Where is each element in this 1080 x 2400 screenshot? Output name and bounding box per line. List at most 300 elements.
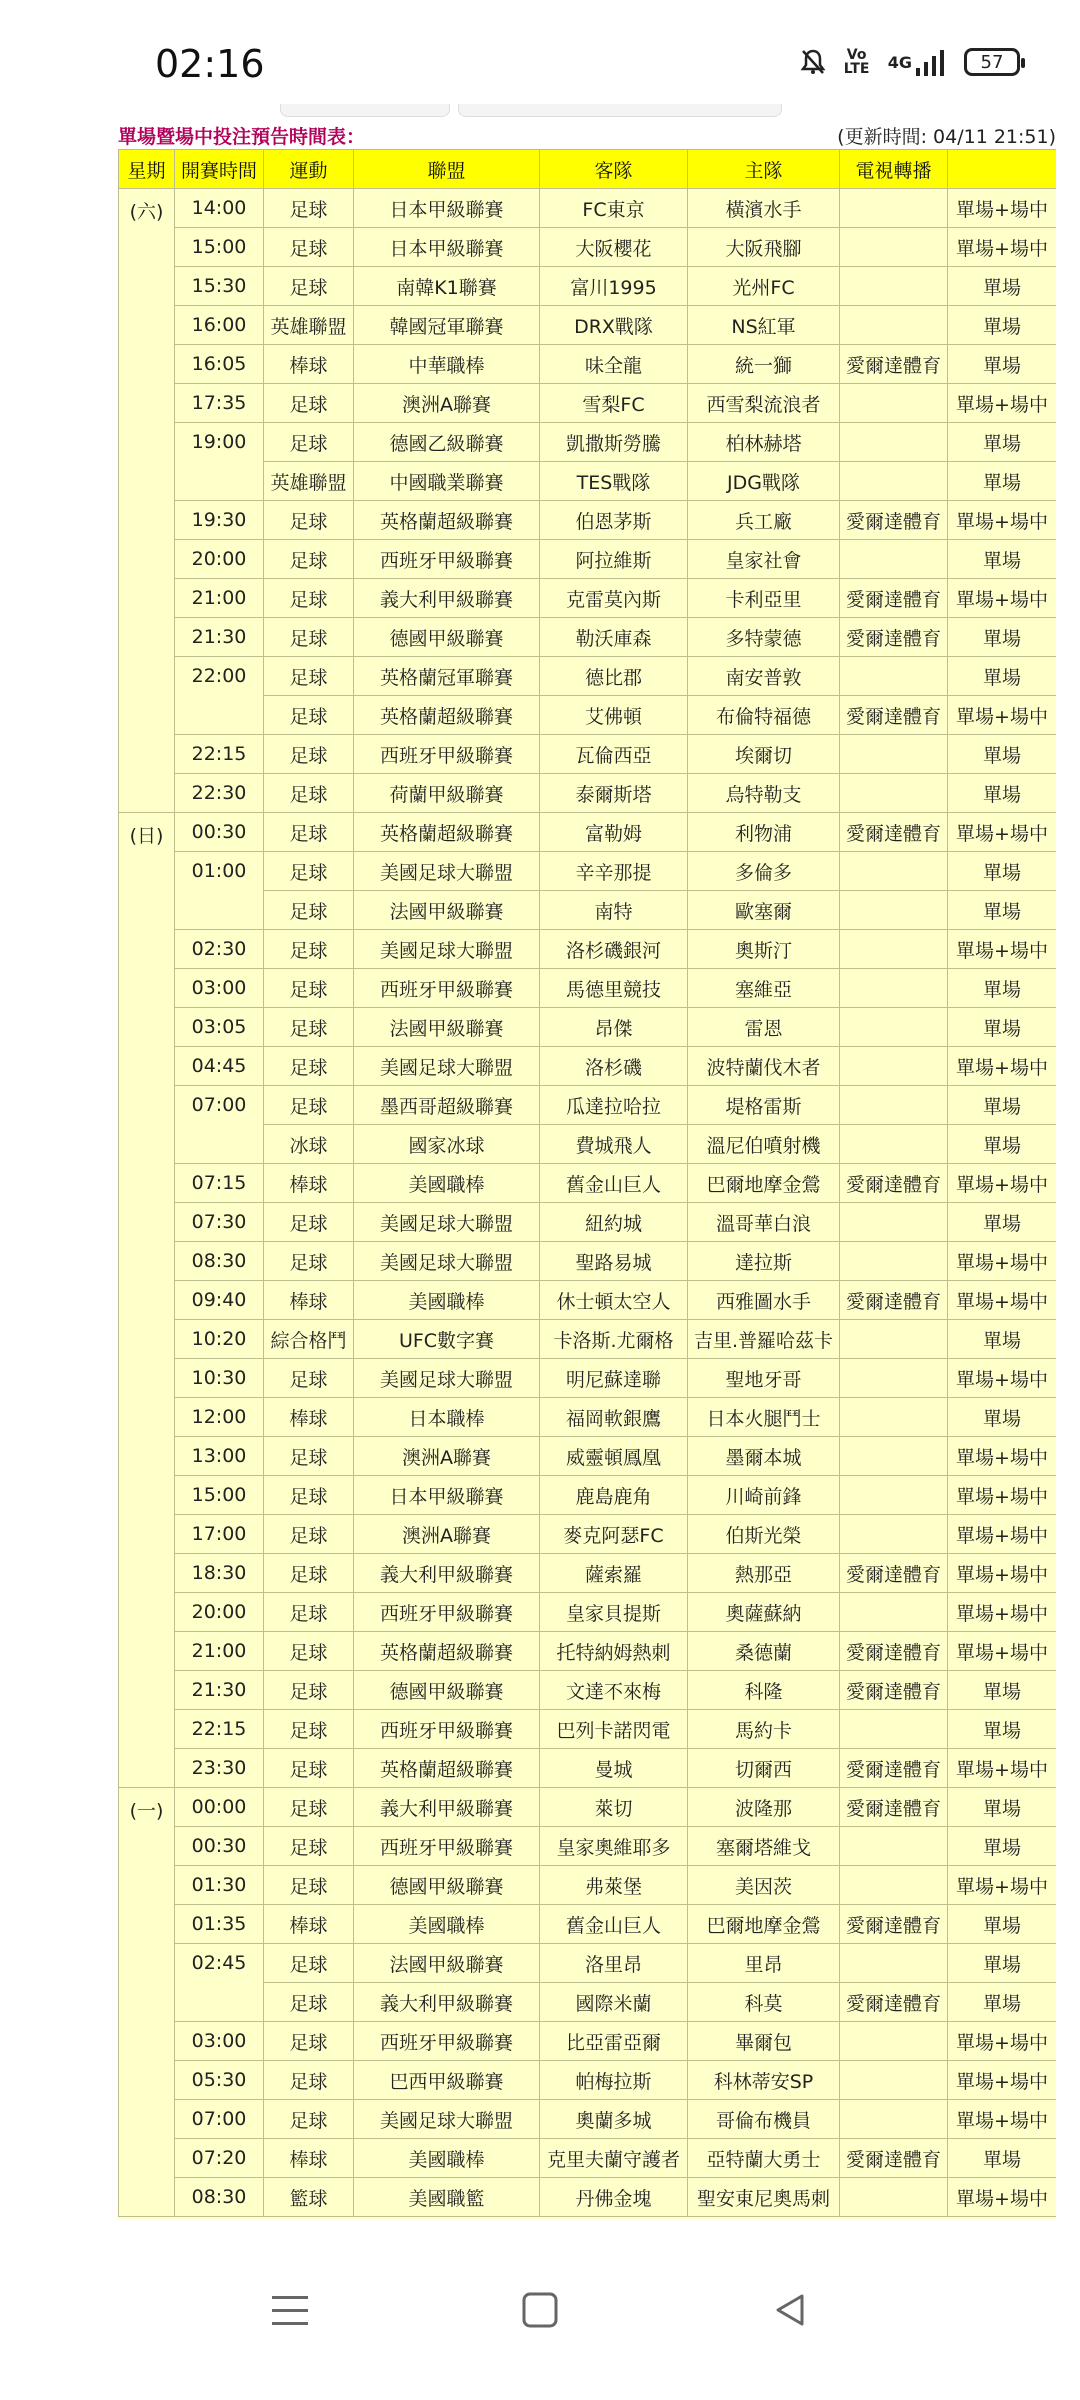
- schedule-body: [119, 189, 1057, 2217]
- tv-cell: [840, 1866, 948, 1905]
- header-home: 主隊: [688, 150, 840, 189]
- table-row: [119, 1320, 1057, 1359]
- bet-type-cell: 單場+場中: [948, 228, 1057, 267]
- tv-cell: 愛爾達體育: [840, 1281, 948, 1320]
- bet-type-cell: 單場: [948, 540, 1057, 579]
- tv-cell: [840, 423, 948, 462]
- bet-type-cell: 單場: [948, 306, 1057, 345]
- away-cell: 萊切: [540, 1788, 688, 1827]
- league-cell: 西班牙甲級聯賽: [354, 1593, 540, 1632]
- page-title: 單場暨場中投注預告時間表：: [118, 126, 366, 148]
- sport-cell: 棒球: [264, 1281, 354, 1320]
- table-row: [119, 1710, 1057, 1749]
- home-cell: 奧薩蘇納: [688, 1593, 840, 1632]
- sport-cell: 棒球: [264, 345, 354, 384]
- bet-type-cell: 單場: [948, 2139, 1057, 2178]
- league-cell: 義大利甲級聯賽: [354, 1983, 540, 2022]
- bet-type-cell: 單場+場中: [948, 1242, 1057, 1281]
- bet-type-cell: 單場+場中: [948, 384, 1057, 423]
- table-row: [119, 852, 1057, 891]
- away-cell: 艾佛頓: [540, 696, 688, 735]
- tv-cell: [840, 1593, 948, 1632]
- away-cell: 富勒姆: [540, 813, 688, 852]
- header-time: 開賽時間: [175, 150, 264, 189]
- header-bet-type: [948, 150, 1057, 189]
- home-cell: 塞爾塔維戈: [688, 1827, 840, 1866]
- tv-cell: [840, 774, 948, 813]
- bet-type-cell: 單場+場中: [948, 1437, 1057, 1476]
- tv-cell: [840, 189, 948, 228]
- league-cell: 美國足球大聯盟: [354, 1047, 540, 1086]
- away-cell: 味全龍: [540, 345, 688, 384]
- league-cell: 中國職業聯賽: [354, 462, 540, 501]
- home-cell: 墨爾本城: [688, 1437, 840, 1476]
- away-cell: 托特納姆熱刺: [540, 1632, 688, 1671]
- time-cell: 23:30: [175, 1749, 264, 1788]
- home-cell: 畢爾包: [688, 2022, 840, 2061]
- league-cell: 美國職棒: [354, 1164, 540, 1203]
- bet-type-cell: 單場+場中: [948, 2100, 1057, 2139]
- status-bar: [0, 0, 1080, 120]
- bet-type-cell: 單場+場中: [948, 2061, 1057, 2100]
- bet-type-cell: 單場: [948, 1125, 1057, 1164]
- table-row: [119, 540, 1057, 579]
- league-cell: 義大利甲級聯賽: [354, 579, 540, 618]
- table-row: [119, 423, 1057, 462]
- away-cell: 舊金山巨人: [540, 1164, 688, 1203]
- table-row: [119, 1866, 1057, 1905]
- bet-type-cell: 單場: [948, 267, 1057, 306]
- time-cell: 15:00: [175, 228, 264, 267]
- sport-cell: 足球: [264, 930, 354, 969]
- away-cell: FC東京: [540, 189, 688, 228]
- away-cell: 國際米蘭: [540, 1983, 688, 2022]
- bet-type-cell: 單場+場中: [948, 1281, 1057, 1320]
- home-cell: 科莫: [688, 1983, 840, 2022]
- home-cell: 科隆: [688, 1671, 840, 1710]
- league-cell: 英格蘭冠軍聯賽: [354, 657, 540, 696]
- home-cell: 柏林赫塔: [688, 423, 840, 462]
- away-cell: 麥克阿瑟FC: [540, 1515, 688, 1554]
- league-cell: 德國甲級聯賽: [354, 1671, 540, 1710]
- bet-type-cell: 單場: [948, 852, 1057, 891]
- home-cell: JDG戰隊: [688, 462, 840, 501]
- time-cell: 03:00: [175, 2022, 264, 2061]
- league-cell: 美國足球大聯盟: [354, 930, 540, 969]
- tv-cell: 愛爾達體育: [840, 579, 948, 618]
- time-cell: 03:05: [175, 1008, 264, 1047]
- sport-cell: 足球: [264, 1437, 354, 1476]
- away-cell: 卡洛斯.尤爾格: [540, 1320, 688, 1359]
- home-cell: 美因茨: [688, 1866, 840, 1905]
- sport-cell: 足球: [264, 1788, 354, 1827]
- bet-type-cell: 單場+場中: [948, 1047, 1057, 1086]
- table-row: [119, 813, 1057, 852]
- schedule-table: [118, 149, 1056, 2217]
- away-cell: 弗萊堡: [540, 1866, 688, 1905]
- league-cell: 日本職棒: [354, 1398, 540, 1437]
- table-row: [119, 618, 1057, 657]
- table-row: [119, 1164, 1057, 1203]
- away-cell: 洛里昂: [540, 1944, 688, 1983]
- volte-icon: Vo LTE: [843, 47, 870, 77]
- tv-cell: [840, 1359, 948, 1398]
- home-cell: 卡利亞里: [688, 579, 840, 618]
- tv-cell: [840, 540, 948, 579]
- away-cell: 巴列卡諾閃電: [540, 1710, 688, 1749]
- home-cell: 熱那亞: [688, 1554, 840, 1593]
- bet-type-cell: 單場+場中: [948, 501, 1057, 540]
- away-cell: 克雷莫內斯: [540, 579, 688, 618]
- bet-type-cell: 單場+場中: [948, 1515, 1057, 1554]
- bet-type-cell: 單場: [948, 774, 1057, 813]
- away-cell: 紐約城: [540, 1203, 688, 1242]
- home-cell: NS紅軍: [688, 306, 840, 345]
- league-cell: 國家冰球: [354, 1125, 540, 1164]
- tv-cell: [840, 1710, 948, 1749]
- tv-cell: 愛爾達體育: [840, 618, 948, 657]
- home-cell: 光州FC: [688, 267, 840, 306]
- time-cell: 02:45: [175, 1944, 264, 2022]
- tv-cell: [840, 2061, 948, 2100]
- league-cell: 英格蘭超級聯賽: [354, 813, 540, 852]
- away-cell: 奧蘭多城: [540, 2100, 688, 2139]
- time-cell: 07:15: [175, 1164, 264, 1203]
- league-cell: 法國甲級聯賽: [354, 1944, 540, 1983]
- time-cell: 22:00: [175, 657, 264, 735]
- bet-type-cell: 單場: [948, 969, 1057, 1008]
- table-row: [119, 2022, 1057, 2061]
- home-cell: 塞維亞: [688, 969, 840, 1008]
- table-row: [119, 774, 1057, 813]
- time-cell: 07:00: [175, 1086, 264, 1164]
- home-cell: 切爾西: [688, 1749, 840, 1788]
- away-cell: 雪梨FC: [540, 384, 688, 423]
- home-cell: 橫濱水手: [688, 189, 840, 228]
- league-cell: 西班牙甲級聯賽: [354, 735, 540, 774]
- table-row: [119, 1749, 1057, 1788]
- sport-cell: 足球: [264, 579, 354, 618]
- day-cell: (日): [119, 813, 175, 1788]
- away-cell: 南特: [540, 891, 688, 930]
- home-cell: 波隆那: [688, 1788, 840, 1827]
- bet-type-cell: 單場: [948, 735, 1057, 774]
- tv-cell: [840, 1047, 948, 1086]
- away-cell: 休士頓太空人: [540, 1281, 688, 1320]
- bet-type-cell: 單場: [948, 1086, 1057, 1125]
- sport-cell: 足球: [264, 696, 354, 735]
- bet-type-cell: 單場: [948, 1398, 1057, 1437]
- league-cell: 英格蘭超級聯賽: [354, 696, 540, 735]
- home-square-icon[interactable]: [500, 2270, 580, 2350]
- mute-bell-icon: [800, 48, 826, 76]
- home-cell: 烏特勒支: [688, 774, 840, 813]
- league-cell: 美國足球大聯盟: [354, 852, 540, 891]
- time-cell: 03:00: [175, 969, 264, 1008]
- home-cell: 哥倫布機員: [688, 2100, 840, 2139]
- away-cell: 泰爾斯塔: [540, 774, 688, 813]
- sport-cell: 足球: [264, 1632, 354, 1671]
- header-tv: 電視轉播: [840, 150, 948, 189]
- time-cell: 13:00: [175, 1437, 264, 1476]
- tv-cell: 愛爾達體育: [840, 1554, 948, 1593]
- time-cell: 00:00: [175, 1788, 264, 1827]
- league-cell: 美國足球大聯盟: [354, 1203, 540, 1242]
- table-row: [119, 189, 1057, 228]
- sport-cell: 綜合格鬥: [264, 1320, 354, 1359]
- time-cell: 09:40: [175, 1281, 264, 1320]
- tv-cell: [840, 1476, 948, 1515]
- away-cell: 馬德里競技: [540, 969, 688, 1008]
- time-cell: 22:30: [175, 774, 264, 813]
- update-time: (更新時間: 04/11 21:51): [837, 126, 1056, 148]
- tv-cell: 愛爾達體育: [840, 1905, 948, 1944]
- league-cell: 法國甲級聯賽: [354, 891, 540, 930]
- sport-cell: 足球: [264, 1515, 354, 1554]
- sport-cell: 足球: [264, 969, 354, 1008]
- away-cell: 克里夫蘭守護者: [540, 2139, 688, 2178]
- table-row: [119, 1398, 1057, 1437]
- bet-type-cell: 單場: [948, 1008, 1057, 1047]
- header-sport: 運動: [264, 150, 354, 189]
- league-cell: 美國足球大聯盟: [354, 1242, 540, 1281]
- table-row: [119, 1827, 1057, 1866]
- away-cell: 聖路易城: [540, 1242, 688, 1281]
- home-cell: 聖安東尼奧馬刺: [688, 2178, 840, 2217]
- league-cell: 澳洲A聯賽: [354, 384, 540, 423]
- header-league: 聯盟: [354, 150, 540, 189]
- home-cell: 雷恩: [688, 1008, 840, 1047]
- away-cell: 鹿島鹿角: [540, 1476, 688, 1515]
- sport-cell: 足球: [264, 1983, 354, 2022]
- home-cell: 奧斯汀: [688, 930, 840, 969]
- tv-cell: [840, 1008, 948, 1047]
- league-cell: 英格蘭超級聯賽: [354, 1749, 540, 1788]
- bet-type-cell: 單場: [948, 618, 1057, 657]
- time-cell: 17:00: [175, 1515, 264, 1554]
- sport-cell: 足球: [264, 1554, 354, 1593]
- tv-cell: [840, 1125, 948, 1164]
- time-cell: 16:05: [175, 345, 264, 384]
- away-cell: 洛杉磯銀河: [540, 930, 688, 969]
- tv-cell: [840, 735, 948, 774]
- table-header-row: [119, 150, 1057, 189]
- away-cell: 費城飛人: [540, 1125, 688, 1164]
- time-cell: 20:00: [175, 540, 264, 579]
- sport-cell: 足球: [264, 540, 354, 579]
- away-cell: 大阪櫻花: [540, 228, 688, 267]
- bet-type-cell: 單場: [948, 1983, 1057, 2022]
- tv-cell: 愛爾達體育: [840, 1632, 948, 1671]
- tv-cell: [840, 1515, 948, 1554]
- back-triangle-icon[interactable]: [750, 2270, 830, 2350]
- bet-type-cell: 單場+場中: [948, 930, 1057, 969]
- bet-type-cell: 單場: [948, 1788, 1057, 1827]
- bet-type-cell: 單場+場中: [948, 813, 1057, 852]
- tv-cell: 愛爾達體育: [840, 1983, 948, 2022]
- time-cell: 01:35: [175, 1905, 264, 1944]
- away-cell: DRX戰隊: [540, 306, 688, 345]
- tv-cell: [840, 1242, 948, 1281]
- home-cell: 利物浦: [688, 813, 840, 852]
- sport-cell: 籃球: [264, 2178, 354, 2217]
- home-cell: 統一獅: [688, 345, 840, 384]
- time-cell: 21:00: [175, 579, 264, 618]
- home-cell: 大阪飛腳: [688, 228, 840, 267]
- sport-cell: 足球: [264, 1593, 354, 1632]
- tv-cell: [840, 1203, 948, 1242]
- away-cell: 福岡軟銀鷹: [540, 1398, 688, 1437]
- sport-cell: 足球: [264, 189, 354, 228]
- table-row: [119, 345, 1057, 384]
- table-row: [119, 384, 1057, 423]
- home-cell: 歐塞爾: [688, 891, 840, 930]
- league-cell: 美國職棒: [354, 1281, 540, 1320]
- table-row: [119, 1476, 1057, 1515]
- bet-type-cell: 單場: [948, 1671, 1057, 1710]
- time-cell: 07:20: [175, 2139, 264, 2178]
- time-cell: 02:30: [175, 930, 264, 969]
- tv-cell: [840, 930, 948, 969]
- league-cell: 義大利甲級聯賽: [354, 1788, 540, 1827]
- league-cell: 日本甲級聯賽: [354, 189, 540, 228]
- away-cell: 阿拉維斯: [540, 540, 688, 579]
- sport-cell: 足球: [264, 1944, 354, 1983]
- away-cell: 伯恩茅斯: [540, 501, 688, 540]
- away-cell: 昂傑: [540, 1008, 688, 1047]
- time-cell: 15:30: [175, 267, 264, 306]
- league-cell: 德國甲級聯賽: [354, 618, 540, 657]
- home-cell: 巴爾地摩金鶯: [688, 1905, 840, 1944]
- table-row: [119, 1905, 1057, 1944]
- home-cell: 西雅圖水手: [688, 1281, 840, 1320]
- home-cell: 溫哥華白浪: [688, 1203, 840, 1242]
- table-row: [119, 1203, 1057, 1242]
- time-cell: 07:00: [175, 2100, 264, 2139]
- sport-cell: 足球: [264, 267, 354, 306]
- time-cell: 21:30: [175, 618, 264, 657]
- time-cell: 17:35: [175, 384, 264, 423]
- network-type-label: 4G: [887, 52, 912, 72]
- time-cell: 08:30: [175, 2178, 264, 2217]
- home-cell: 西雪梨流浪者: [688, 384, 840, 423]
- home-cell: 聖地牙哥: [688, 1359, 840, 1398]
- league-cell: 西班牙甲級聯賽: [354, 969, 540, 1008]
- away-cell: 帕梅拉斯: [540, 2061, 688, 2100]
- sport-cell: 足球: [264, 1047, 354, 1086]
- tv-cell: [840, 969, 948, 1008]
- league-cell: UFC數字賽: [354, 1320, 540, 1359]
- bet-type-cell: 單場+場中: [948, 1632, 1057, 1671]
- league-cell: 西班牙甲級聯賽: [354, 1827, 540, 1866]
- table-row: [119, 1593, 1057, 1632]
- table-row: [119, 1788, 1057, 1827]
- home-cell: 布倫特福德: [688, 696, 840, 735]
- table-row: [119, 735, 1057, 774]
- home-cell: 皇家社會: [688, 540, 840, 579]
- sport-cell: 足球: [264, 813, 354, 852]
- sport-cell: 足球: [264, 1710, 354, 1749]
- bet-type-cell: 單場+場中: [948, 1554, 1057, 1593]
- time-cell: 21:00: [175, 1632, 264, 1671]
- bet-type-cell: 單場+場中: [948, 579, 1057, 618]
- away-cell: 皇家奧維耶多: [540, 1827, 688, 1866]
- tv-cell: [840, 1086, 948, 1125]
- time-cell: 19:00: [175, 423, 264, 501]
- sport-cell: 足球: [264, 774, 354, 813]
- home-cell: 兵工廠: [688, 501, 840, 540]
- bet-type-cell: 單場+場中: [948, 1359, 1057, 1398]
- bet-type-cell: 單場: [948, 1944, 1057, 1983]
- time-cell: 10:20: [175, 1320, 264, 1359]
- sport-cell: 足球: [264, 618, 354, 657]
- bet-type-cell: 單場+場中: [948, 1164, 1057, 1203]
- tv-cell: 愛爾達體育: [840, 2139, 948, 2178]
- time-cell: 15:00: [175, 1476, 264, 1515]
- home-cell: 多倫多: [688, 852, 840, 891]
- sport-cell: 足球: [264, 1476, 354, 1515]
- sport-cell: 棒球: [264, 2139, 354, 2178]
- tv-cell: 愛爾達體育: [840, 501, 948, 540]
- away-cell: 明尼蘇達聯: [540, 1359, 688, 1398]
- bet-type-cell: 單場: [948, 1203, 1057, 1242]
- time-cell: 22:15: [175, 1710, 264, 1749]
- bet-type-cell: 單場+場中: [948, 696, 1057, 735]
- tv-cell: [840, 306, 948, 345]
- table-row: [119, 2100, 1057, 2139]
- menu-icon[interactable]: [250, 2270, 330, 2350]
- league-cell: 中華職棒: [354, 345, 540, 384]
- table-row: [119, 1671, 1057, 1710]
- sport-cell: 英雄聯盟: [264, 462, 354, 501]
- away-cell: 凱撒斯勞騰: [540, 423, 688, 462]
- time-cell: 16:00: [175, 306, 264, 345]
- away-cell: 威靈頓鳳凰: [540, 1437, 688, 1476]
- bet-type-cell: 單場+場中: [948, 189, 1057, 228]
- away-cell: 洛杉磯: [540, 1047, 688, 1086]
- time-cell: 01:30: [175, 1866, 264, 1905]
- time-cell: 18:30: [175, 1554, 264, 1593]
- sport-cell: 足球: [264, 1671, 354, 1710]
- away-cell: 瓜達拉哈拉: [540, 1086, 688, 1125]
- bet-type-cell: 單場+場中: [948, 2022, 1057, 2061]
- day-cell: (一): [119, 1788, 175, 2217]
- league-cell: 美國足球大聯盟: [354, 2100, 540, 2139]
- bet-type-cell: 單場: [948, 462, 1057, 501]
- tab-remnant-right: [458, 104, 782, 117]
- table-row: [119, 1047, 1057, 1086]
- time-cell: 04:45: [175, 1047, 264, 1086]
- time-cell: 10:30: [175, 1359, 264, 1398]
- battery-level: 57: [980, 51, 1004, 73]
- table-row: [119, 501, 1057, 540]
- table-row: [119, 1554, 1057, 1593]
- away-cell: 勒沃庫森: [540, 618, 688, 657]
- sport-cell: 棒球: [264, 1398, 354, 1437]
- schedule-table-wrap[interactable]: [118, 149, 1056, 2219]
- sport-cell: 足球: [264, 1749, 354, 1788]
- away-cell: 文達不來梅: [540, 1671, 688, 1710]
- league-cell: 韓國冠軍聯賽: [354, 306, 540, 345]
- bet-type-cell: 單場: [948, 423, 1057, 462]
- league-cell: 澳洲A聯賽: [354, 1515, 540, 1554]
- sport-cell: 足球: [264, 891, 354, 930]
- home-cell: 巴爾地摩金鶯: [688, 1164, 840, 1203]
- header-away: 客隊: [540, 150, 688, 189]
- league-cell: 英格蘭超級聯賽: [354, 1632, 540, 1671]
- league-cell: 美國足球大聯盟: [354, 1359, 540, 1398]
- away-cell: 丹佛金塊: [540, 2178, 688, 2217]
